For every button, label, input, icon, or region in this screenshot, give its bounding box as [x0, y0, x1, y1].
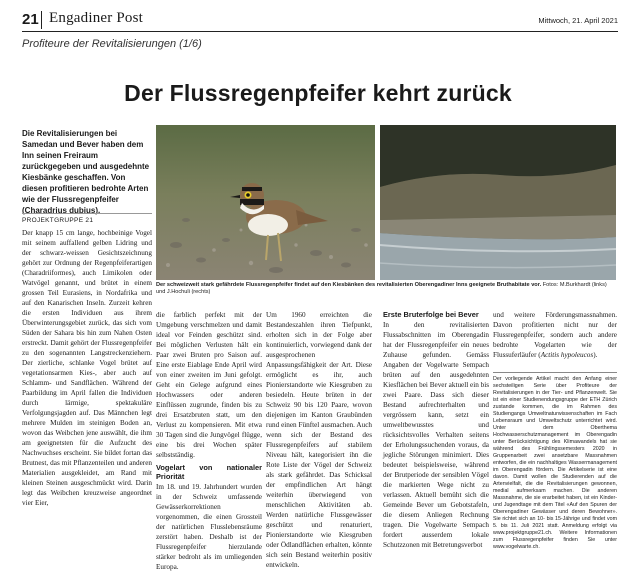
lead-paragraph: Die Revitalisierungen bei Samedan und Bever haben dem Inn seinen Freiraum zurückgegeben und ausgedehnte Kiesbänke geschaffen. Von diesen profitieren bedrohte Arten wie der Flussregenpfeifer (Charadrius dubius).	[22, 129, 150, 215]
series-title: Profiteure der Revitalisierungen (1/6)	[22, 38, 202, 50]
article-column-4	[383, 310, 489, 549]
article-column-1	[22, 228, 152, 507]
column-1-text: Der knapp 15 cm lange, hochbeinige Vogel mit seinem auffallend gelben Lidring und der schwarz-weissen Gesichtszeichnung gehört zur Ordnung der Regenpfeiferartigen (Charadriiformes), auch Limikolen oder Watvögel genannt, und brütet in einem grossen Teil Eurasiens, in Nordafrika und auf den Kanarischen Inseln. Zurzeit kehren die ersten Individuen aus ihrem Überwinterungsgebiet zurück, das sich vom Süden der Sahara bis hin zum Nahen Osten erstreckt. Damit gehört der Flussregenpfeifer zu den sogenannten Langstreckenziehern. Der zierliche, schlanke Vogel brütet auf vegetationsarmen Kies-, aber auch auf Schlamm- und Sandflächen. Während der Paarbildung im April fallen die Individuen durch lärmige, spektakuläre Verfolgungsjagden auf. Das Männchen legt mehrere Mulden im steinigen Boden an, wovon das Weibchen jene auswählt, die ihm am geeignetsten für die Aufzucht des Nachwuchses erscheint. Sie bildet fortan das Brutnest, das mit Pflanzenteilen und anderen Materialien ausgekleidet, am Rand mit kleinen Steinen ausgeschmückt wird. Darin legt das Weibchen kreuzweise angeordnet vier Eier,	[22, 229, 152, 507]
photo-caption	[156, 282, 616, 296]
column-3-text: Um 1960 erreichten die Bestandeszahlen ihren Tiefpunkt, erholten sich in der Folge aber kontinuierlich, vorwiegend dank der ausgesprochenen Anpassungsfähigkeit der Art. Diese ermöglicht es ihr, auch Pionierstandorte wie Kiesgruben zu besiedeln. Heute brüten in der Schweiz 90 bis 120 Paare, wovon diejenigen im Kanton Graubünden rund einen Fünftel ausmachen. Auch wenn sich der Bestand des Flussregenpfeifers auf stabilem Niveau hält, kategorisiert ihn die Rote Liste der Vögel der Schweiz als stark gefährdet. Das Schicksal der empfindlichen Art hängt weiterhin überwiegend von menschlichen Aktivitäten ab. Werden natürliche Flussgewässer geschützt und renaturiert, Pionierstandorte wie Kiesgruben oder Ödlandflächen erhalten, könnte sich sein Bestand weiterhin positiv entwickeln.	[266, 311, 372, 569]
newspaper-name: Engadiner Post	[49, 10, 144, 26]
column-5-text-b: ).	[593, 351, 598, 359]
column-2-text-b: Im 18. und 19. Jahrhundert wurden in der Schweiz umfassende Gewässerkorrektionen vorgenommen, die einen Grossteil der natürlichen Flusslebensräume zerstört haben. Deshalb ist der Flussregenpfeifer hierzulande stärker bedroht als im umliegenden Europa.	[156, 483, 262, 571]
species-name: Actitis hypoleucos	[540, 351, 594, 359]
article-column-2	[156, 310, 262, 571]
subheading-national-priority: Vogelart von nationaler Priorität	[156, 463, 262, 481]
article-column-5	[493, 310, 617, 372]
page-number: 21	[22, 11, 39, 28]
photo-credit: Fotos: M.Burkhardt (links) und J.Hochuli (rechts)	[156, 282, 607, 295]
header-separator	[41, 11, 42, 29]
headline: Der Flussregenpfeifer kehrt zurück	[124, 80, 512, 106]
series-note-box: Der vorliegende Artikel macht den Anfang einer sechsteiligen Serie über Profiteure der Revitalisierungen in der Tier- und Pflanzenwelt. Sie ist ein einer Studienendungsgruppe der ETH Zürich zustande kommen, die im Rahmen des Studiengangs Umweltnaturwissenschaften im Fach Lebensraum und Umweltschutz unterrichtet wird. Unter dem Oberthema Hochwasserschutzmanagement im Oberengadin unter Berücksichtigung des Klimawandels hat sie während des Frühlingssemesters 2020 in Gruppenarbeit zwei ansetzbare Massnahmen entworfen, die ein nachhaltiges Wassermanagement im Oberengadin fördern. Die Artikelserie ist eine davon. Damit wollen die Studierenden auf die Artenvielfalt, die die Revitalisierungen gewonnen, medial aufmerksam machen. Die anderen Massnahme, die sie erarbeitet haben, ist ein Kinder- und Jugendtage mit dem Titel «Auf den Spuren der Oberengadiner Gewässer und deren Bewohner». Sie richtet sich an 10- bis 15-Jährige und findet vom 5. bis 11. Juli 2021 statt. Anmeldung erfolgt via www.projektgruppe21.ch. Weitere Informationen zum Flussregenpfeifer finden Sie unter www.vogelwarte.ch.	[493, 372, 617, 502]
river-photo	[380, 125, 616, 280]
bird-photo	[156, 125, 375, 280]
column-2-text: die farblich perfekt mit der Umgebung verschmelzen und damit ideal vor Feinden geschützt sind. Bei möglichen Verlusten hält ein Paar zwei Bruten pro Saison auf. Eine erste Eiablage Ende April wird von einer zweiten im Juni gefolgt. Geht ein Gelege aufgrund eines Hochwassers oder anderen Einflüssen zugrunde, finden bis zu drei Ersatzbruten statt, um den Verlust zu kompensieren. Mit etwa 30 Tagen sind die Jungvögel flügge, eine bis drei Wochen später selbstständig.	[156, 311, 262, 459]
column-4-text: In den revitalisierten Flussabschnitten im Oberengadin hat der Flussregenpfeifer ein neues Zuhause gefunden. Gemäss Angaben der Vogelwarte Sempach brüten auf den ausgedehnten Kiesflächen bei Bever aktuell ein bis zwei Paare. Dass sich dieser Bestand aufrechterhalten und vergrössern kann, setzt ein umweltbewusstes und rücksichtsvolles Verhalten seitens der Erholungssuchenden voraus, da jegliche Störungen minimiert. Dies bedeutet beispielsweise, während der Brutperiode der sensiblen Vögel die markierten Wege nicht zu verlassen. Aktuell bemüht sich die Gemeinde Bever um Gebotstafeln, die diesem Anliegen Rechnung tragen. Die Vogelwarte Sempach fordert ausserdem lokale Schutzzonen mit Betretungsverbot	[383, 321, 489, 549]
page-header	[22, 10, 618, 32]
caption-text: Der schweizweit stark gefährdete Flussregenpfeifer findet auf den Kiesbänken des revitalisierten Oberengadiner Inns geeignete Bruthabitate vor.	[156, 282, 542, 288]
column-5-text	[493, 310, 617, 360]
article-column-3	[266, 310, 372, 569]
issue-date: Mittwoch, 21. April 2021	[538, 16, 618, 25]
subheading-first-breeding: Erste Bruterfolge bei Bever	[383, 310, 479, 319]
column-5-text-a: und weitere Förderungsmassnahmen. Davon profitierten nicht nur der Flussregenpfeifer, sondern auch andere bedrohte Vogelarten wie der Flussuferläufer (	[493, 311, 617, 359]
author-byline: PROJEKTGRUPPE 21	[22, 213, 152, 224]
